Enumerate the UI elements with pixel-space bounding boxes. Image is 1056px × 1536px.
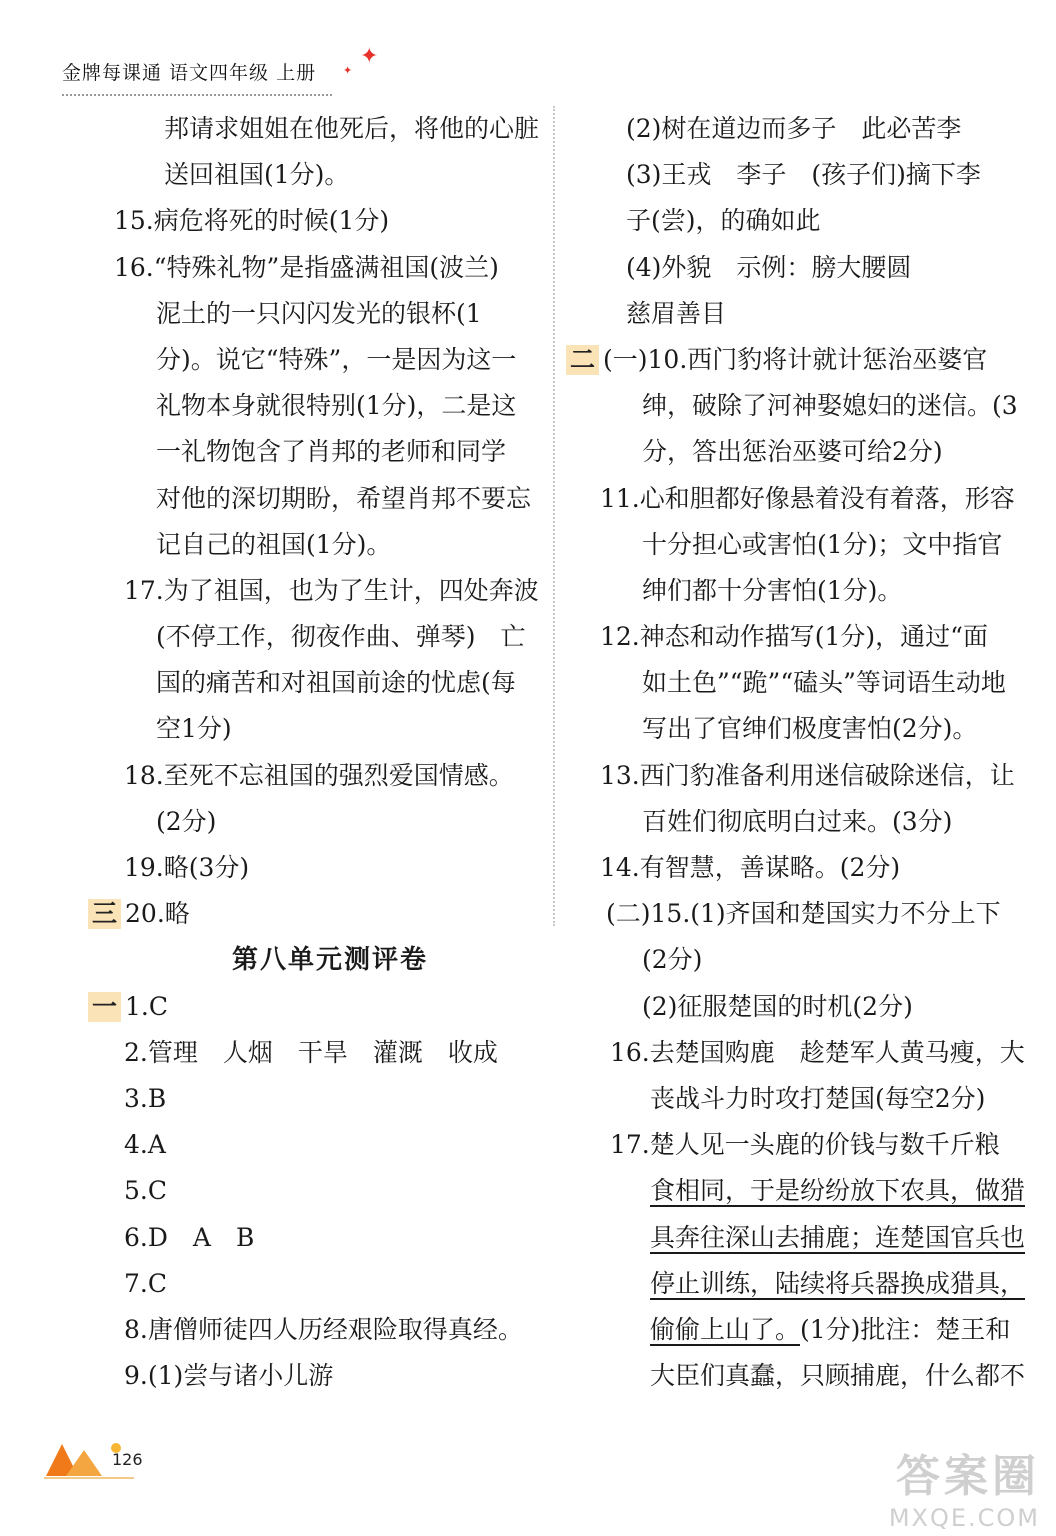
page-number: 126 — [112, 1450, 143, 1469]
answer-line: 百姓们彻底明白过来。(3分) — [642, 806, 953, 836]
section-title: 第八单元测评卷 — [231, 945, 428, 976]
answer-line: 3.B — [124, 1083, 167, 1113]
answer-text: (一)10.西门豹将计就计惩治巫婆官 — [603, 344, 988, 374]
answer-line: 绅，破除了河神娶媳妇的迷信。(3 — [642, 391, 1018, 421]
answer-line: 9.(1)尝与诸小儿游 — [124, 1361, 334, 1391]
answer-line: 6.D A B — [124, 1222, 255, 1252]
page-header — [62, 58, 382, 98]
answer-line: 大臣们真蠢，只顾捕鹿，什么都不 — [650, 1361, 1026, 1391]
answer-line: 泥土的一只闪闪发光的银杯(1 — [156, 298, 482, 328]
answer-line: 15.病危将死的时候(1分) — [114, 206, 390, 236]
answer-line: 2.管理 人烟 干旱 灌溉 收成 — [124, 1037, 498, 1067]
answer-line: (3)王戎 李子 (孩子们)摘下李 — [626, 160, 981, 190]
answer-line: 送回祖国(1分)。 — [164, 160, 350, 190]
underlined-answer-line: 食相同，于是纷纷放下农具，做猎 — [650, 1176, 1026, 1206]
answer-line: 4.A — [124, 1130, 166, 1160]
answer-line: 5.C — [124, 1176, 167, 1206]
part-badge: 三 — [88, 899, 121, 929]
answer-line: 子(尝)，的确如此 — [626, 206, 821, 236]
answer-line: 国的痛苦和对祖国前途的忧虑(每 — [156, 668, 516, 698]
answer-line: 写出了官绅们极度害怕(2分)。 — [642, 714, 978, 744]
answer-line: 分)。说它“特殊”，一是因为这一 — [156, 344, 517, 374]
answer-line: 16.去楚国购鹿 趁楚军人黄马瘦，大 — [610, 1037, 1025, 1067]
part-badge: 二 — [566, 345, 599, 375]
answer-line: 一礼物饱含了肖邦的老师和同学 — [156, 437, 507, 467]
answer-line: (4)外貌 示例：膀大腰圆 — [626, 252, 912, 282]
answer-line: 礼物本身就很特别(1分)，二是这 — [156, 391, 517, 421]
answer-line: 丧战斗力时攻打楚国(每空2分) — [650, 1083, 986, 1113]
answer-line — [566, 337, 1036, 383]
answer-line: 空1分) — [156, 714, 232, 744]
answer-line: 慈眉善目 — [626, 298, 727, 328]
column-divider — [553, 106, 555, 926]
underlined-answer-line: 停止训练，陆续将兵器换成猎具， — [650, 1268, 1026, 1298]
answer-line: (2分) — [642, 945, 703, 975]
answer-line: 16.“特殊礼物”是指盛满祖国(波兰) — [114, 252, 499, 282]
underlined-text: 偷偷上山了。 — [650, 1314, 801, 1344]
watermark-main: 答案圈 — [896, 1451, 1040, 1502]
header-dotted-rule — [62, 94, 332, 96]
answer-line — [80, 984, 550, 1030]
right-column — [566, 106, 1036, 1399]
answer-line: 对他的深切期盼，希望肖邦不要忘 — [156, 483, 532, 513]
answer-line: (2)征服楚国的时机(2分) — [642, 991, 913, 1021]
answer-line: 分，答出惩治巫婆可给2分) — [642, 437, 943, 467]
watermark-url: MXQE.COM — [888, 1504, 1040, 1532]
answer-text: (1分)批注：楚王和 — [800, 1314, 1011, 1344]
answer-line: (2)树在道边而多子 此必苦李 — [626, 114, 962, 143]
answer-line: 绅们都十分害怕(1分)。 — [642, 575, 903, 605]
header-title: 金牌每课通 语文四年级 上册 — [62, 62, 317, 84]
small-sparkle-icon: ✦ — [343, 64, 353, 77]
answer-line: 18.至死不忘祖国的强烈爱国情感。 — [124, 760, 514, 790]
answer-line: 7.C — [124, 1268, 167, 1298]
answer-text: 1.C — [125, 991, 168, 1021]
answer-line: 19.略(3分) — [124, 853, 250, 882]
part-badge: 一 — [88, 992, 121, 1022]
answer-line: 记自己的祖国(1分)。 — [156, 529, 392, 559]
answer-line — [80, 891, 550, 937]
answer-line: 十分担心或害怕(1分)；文中指官 — [642, 529, 1003, 559]
underlined-answer-line: 具奔往深山去捕鹿；连楚国官兵也 — [650, 1222, 1026, 1252]
answer-line: 如土色”“跪”“磕头”等词语生动地 — [642, 668, 1006, 698]
answer-line: 邦请求姐姐在他死后，将他的心脏 — [164, 114, 540, 143]
answer-line: 8.唐僧师徒四人历经艰险取得真经。 — [124, 1314, 523, 1344]
answer-line: 11.心和胆都好像悬着没有着落，形容 — [600, 483, 1015, 513]
answer-line: 17.楚人见一头鹿的价钱与数千斤粮 — [610, 1130, 1000, 1160]
answer-line: 17.为了祖国，也为了生计，四处奔波 — [124, 575, 539, 605]
answer-line — [566, 1307, 1036, 1353]
sparkle-icon: ✦ — [360, 44, 379, 69]
answer-line: (不停工作，彻夜作曲、弹琴) 亡 — [156, 622, 526, 652]
answer-line: (二)15.(1)齐国和楚国实力不分上下 — [606, 899, 1001, 929]
watermark — [840, 1440, 1040, 1536]
answer-line: 14.有智慧，善谋略。(2分) — [600, 853, 901, 882]
left-column — [80, 106, 550, 1399]
answer-line: 12.神态和动作描写(1分)，通过“面 — [600, 622, 988, 652]
answer-text: 20.略 — [125, 899, 190, 929]
answer-line: (2分) — [156, 806, 217, 836]
answer-line: 13.西门豹准备利用迷信破除迷信，让 — [600, 760, 1015, 790]
